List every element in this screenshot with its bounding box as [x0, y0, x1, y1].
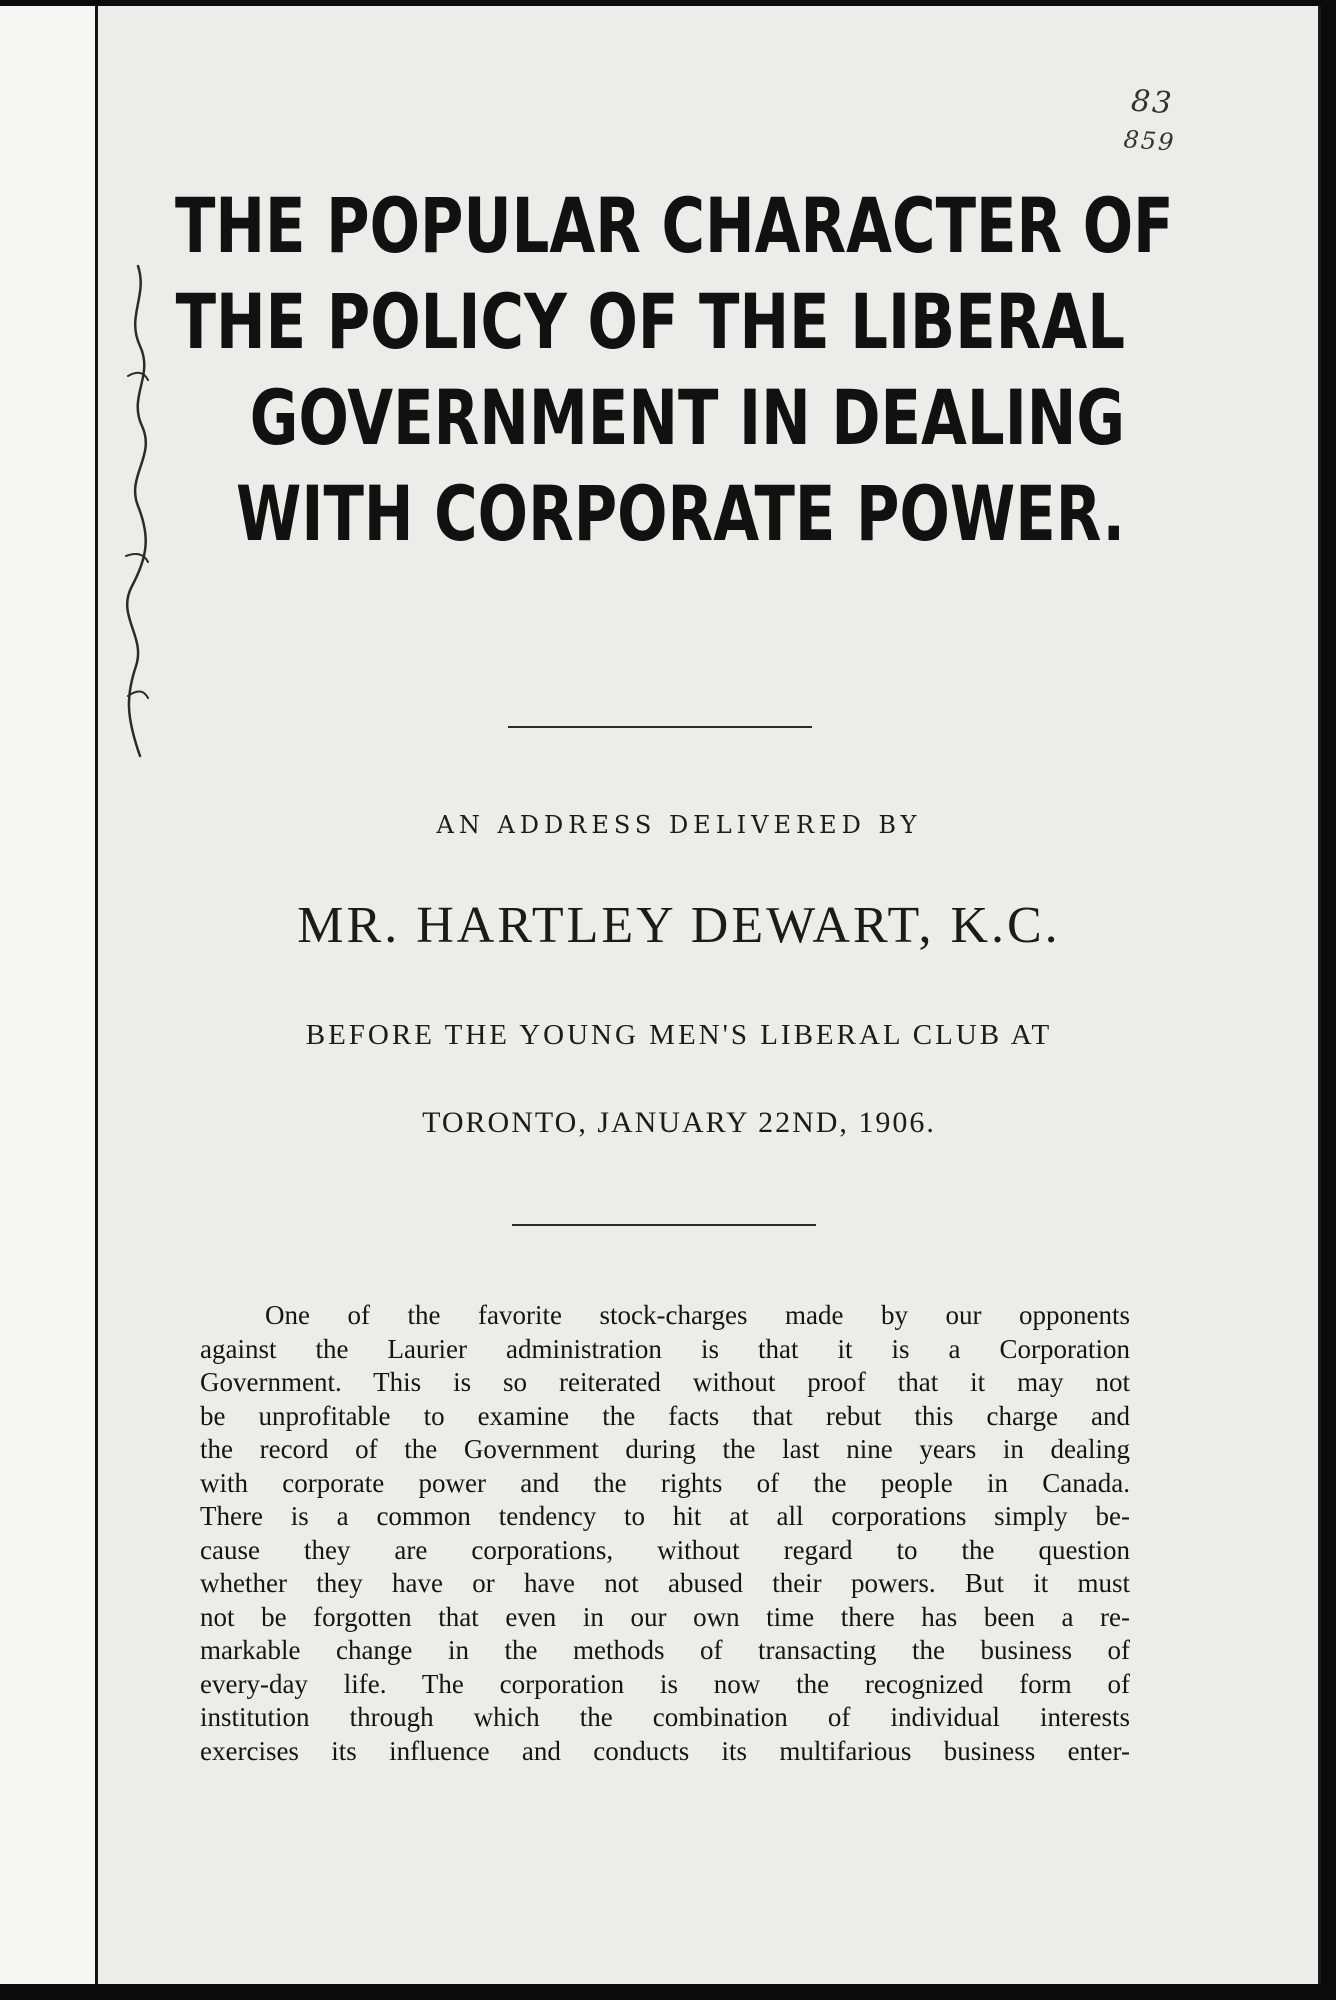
body-line: markable change in the methods of transacting the business of: [200, 1635, 1130, 1665]
title-line-4: WITH CORPORATE POWER.: [236, 469, 1126, 558]
body-line: whether they have or have not abused their powers. But it must: [200, 1568, 1130, 1598]
document-page: [0, 6, 1321, 1984]
handwritten-margin-annotation: [118, 256, 158, 776]
body-line: every-day life. The corporation is now the recognized form of: [200, 1668, 1130, 1699]
title-line-3: GOVERNMENT IN DEALING: [249, 373, 1126, 462]
body-line: Government. This is so reiterated without proof that it may not: [200, 1367, 1130, 1397]
catalog-number-top: 83: [1130, 83, 1175, 122]
body-line: against the Laurier administration is that it is a Corporation: [200, 1333, 1130, 1364]
address-intro: AN ADDRESS DELIVERED BY: [436, 811, 922, 839]
body-line: One of the favorite stock-charges made by our opponents: [265, 1300, 1130, 1330]
body-paragraph: [200, 1299, 1130, 1768]
handwritten-catalog-number: [1122, 82, 1179, 161]
scan-bottom-edge: [0, 1984, 1336, 2000]
venue-line: BEFORE THE YOUNG MEN'S LIBERAL CLUB AT: [305, 1019, 1053, 1051]
document-title: [175, 178, 1174, 562]
body-line: be unprofitable to examine the facts that rebut this charge and: [200, 1400, 1130, 1431]
date-line: TORONTO, JANUARY 22ND, 1906.: [422, 1106, 936, 1139]
catalog-number-bottom: 859: [1122, 125, 1177, 157]
speaker-name: MR. HARTLEY DEWART, K.C.: [297, 897, 1061, 954]
body-line: exercises its influence and conducts its multifarious business enter-: [200, 1735, 1130, 1766]
binding-gutter: [0, 6, 98, 1984]
body-line: with corporate power and the rights of the people in Canada.: [200, 1467, 1130, 1498]
body-line: cause they are corporations, without regard to the question: [200, 1534, 1130, 1565]
body-line: There is a common tendency to hit at all corporations simply be-: [200, 1501, 1130, 1531]
body-line: not be forgotten that even in our own time there has been a re-: [200, 1601, 1130, 1632]
body-line: institution through which the combination of individual interests: [200, 1702, 1130, 1732]
divider-bottom: [512, 1224, 816, 1226]
title-line-2: THE POLICY OF THE LIBERAL: [175, 277, 1126, 366]
title-line-1: THE POPULAR CHARACTER OF: [175, 181, 1174, 270]
divider-top: [508, 726, 812, 728]
body-line: the record of the Government during the last nine years in dealing: [200, 1434, 1130, 1464]
